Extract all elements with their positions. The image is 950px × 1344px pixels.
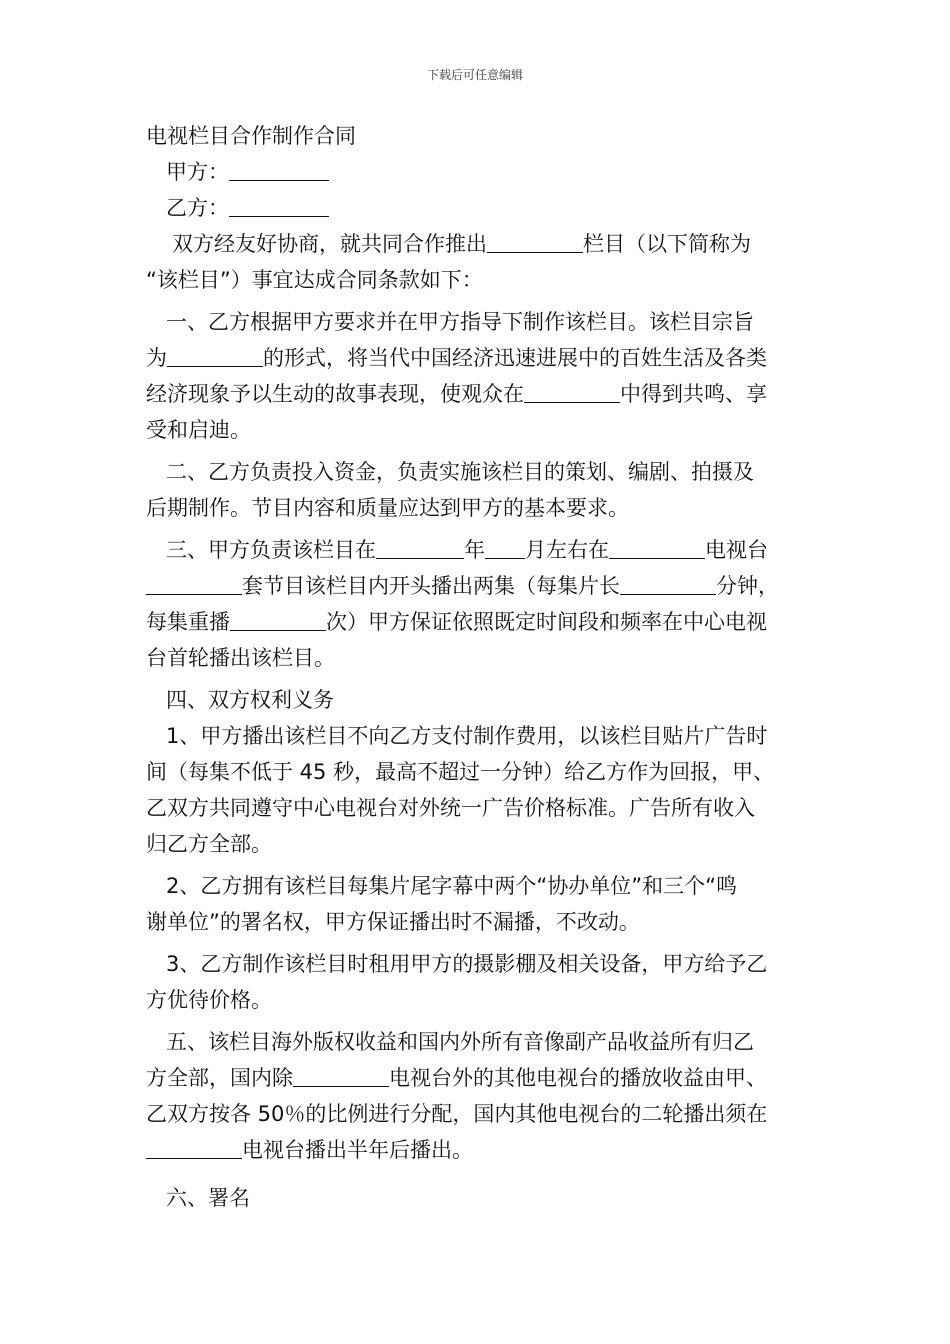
year-blank: [376, 534, 464, 559]
excluded-station-blank: [293, 1062, 389, 1087]
month-blank: [485, 534, 525, 559]
section-4-item-1: [146, 718, 811, 862]
station-blank: [609, 534, 705, 559]
party-b-label: 乙方：: [166, 196, 229, 220]
intro-text-1: 双方经友好协商，就共同合作推出: [172, 232, 487, 256]
section-5-line-1: 五、该栏目海外版权收益和国内外所有音像副产品收益所有归乙: [166, 1030, 754, 1054]
s1-text-2: 的形式，将当代中国经济迅速进展中的百姓生活及各类: [263, 346, 767, 370]
section-3-line-4: 台首轮播出该栏目。: [146, 646, 335, 670]
s3-text-6: 分钟，: [716, 574, 779, 598]
program-name-blank: [487, 228, 583, 253]
s3-text-4: 电视台: [705, 538, 768, 562]
section-4-heading: 四、双方权利义务: [166, 688, 334, 712]
s4-1-line-2: 间（每集不低于 45 秒，最高不超过一分钟）给乙方作为回报，甲、: [146, 760, 775, 784]
s4-3-line-2: 方优待价格。: [146, 988, 272, 1012]
audience-blank: [524, 378, 620, 403]
document-title: 电视栏目合作制作合同: [146, 124, 356, 148]
section-2-line-2: 后期制作。节目内容和质量应达到甲方的基本要求。: [146, 496, 629, 520]
section-2: [146, 454, 811, 526]
intro-paragraph-cont: “该栏目”）事宜达成合同条款如下：: [146, 268, 483, 292]
section-6-heading: 六、署名: [166, 1186, 250, 1210]
purpose-blank: [167, 342, 263, 367]
party-b-blank: [229, 192, 329, 217]
party-a-label: 甲方：: [166, 160, 229, 184]
intro-paragraph: [146, 226, 811, 262]
s4-1-line-1: 1、甲方播出该栏目不向乙方支付制作费用，以该栏目贴片广告时: [166, 724, 768, 748]
s5-text-3: 电视台播出半年后播出。: [242, 1138, 473, 1162]
party-a-line: [146, 154, 811, 190]
s1-text-4: 中得到共鸣、享: [620, 382, 767, 406]
section-5: [146, 1024, 811, 1168]
section-3-line-2: [146, 568, 811, 604]
section-1-line-3: [146, 376, 811, 412]
contract-document: [146, 118, 811, 1216]
section-2-line-1: 二、乙方负责投入资金，负责实施该栏目的策划、编剧、拍摄及: [166, 460, 754, 484]
s4-1-line-3: 乙双方共同遵守中心电视台对外统一广告价格标准。广告所有收入: [146, 796, 755, 820]
s4-1-line-4: 归乙方全部。: [146, 832, 272, 856]
section-1-line-2: [146, 340, 811, 376]
section-3-line-3: [146, 604, 811, 640]
s1-text: 为: [146, 346, 167, 370]
section-1-line-4: 受和启迪。: [146, 418, 251, 442]
s5-text-1: 方全部，国内除: [146, 1066, 293, 1090]
intro-text-2: 栏目（以下简称为: [583, 232, 751, 256]
section-5-line-2: [146, 1060, 811, 1096]
page-header-note: 下载后可任意编辑: [426, 68, 523, 82]
s3-text-5: 套节目该栏目内开头播出两集（每集片长: [242, 574, 620, 598]
section-5-line-3: 乙双方按各 50％的比例进行分配，国内其他电视台的二轮播出须在: [146, 1102, 768, 1126]
section-5-line-4: [146, 1132, 811, 1168]
second-run-station-blank: [146, 1134, 242, 1159]
s4-3-line-1: 3、乙方制作该栏目时租用甲方的摄影棚及相关设备，甲方给予乙: [166, 952, 768, 976]
channel-blank: [146, 570, 242, 595]
section-3: [146, 532, 811, 676]
s4-2-line-1: 2、乙方拥有该栏目每集片尾字幕中两个“协办单位”和三个“鸣: [166, 874, 737, 898]
s3-text-8: 次）甲方保证依照既定时间段和频率在中心电视: [326, 610, 767, 634]
rerun-blank: [230, 606, 326, 631]
section-4-item-3: [146, 946, 811, 1018]
section-1: [146, 304, 811, 448]
s4-2-line-2: 谢单位”的署名权，甲方保证播出时不漏播，不改动。: [146, 910, 640, 934]
s5-text-2: 电视台外的其他电视台的播放收益由甲、: [389, 1066, 767, 1090]
s3-text-3: 月左右在: [525, 538, 609, 562]
s1-text-3: 经济现象予以生动的故事表现，使观众在: [146, 382, 524, 406]
s3-text-2: 年: [464, 538, 485, 562]
party-b-line: [146, 190, 811, 226]
section-1-line-1: 一、乙方根据甲方要求并在甲方指导下制作该栏目。该栏目宗旨: [166, 310, 754, 334]
s3-text-1: 三、甲方负责该栏目在: [166, 538, 376, 562]
section-4-item-2: [146, 868, 811, 940]
party-a-blank: [229, 156, 329, 181]
section-3-line-1: [146, 532, 811, 568]
s3-text-7: 每集重播: [146, 610, 230, 634]
duration-blank: [620, 570, 716, 595]
